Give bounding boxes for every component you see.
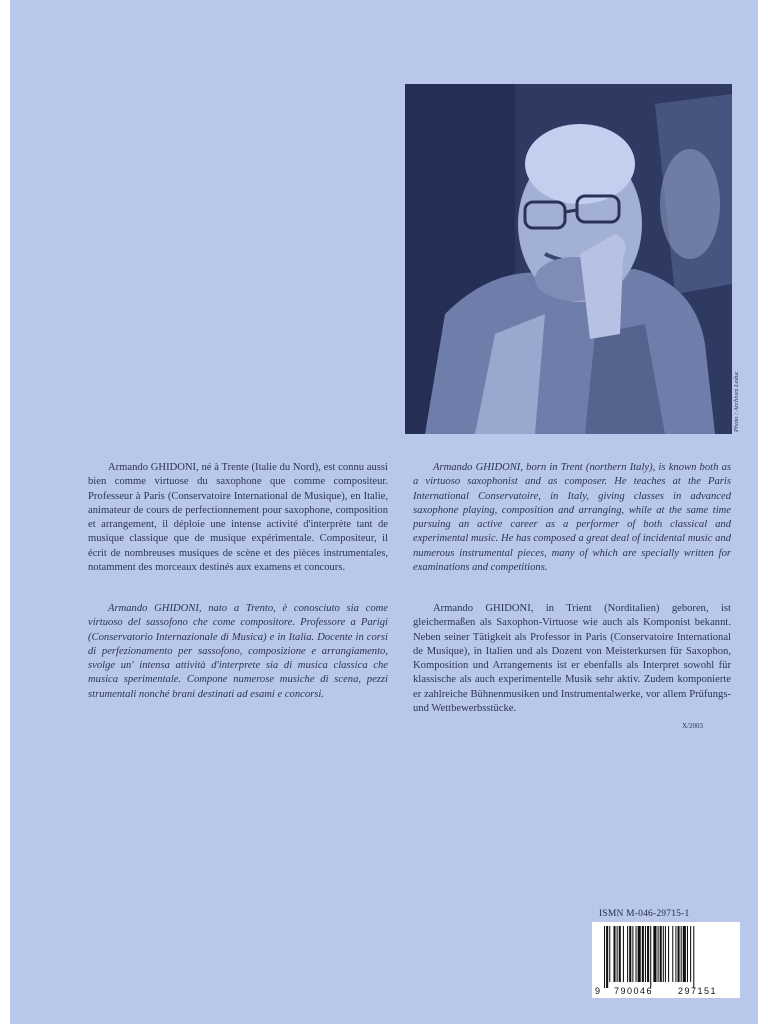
barcode-bar [653, 926, 656, 982]
photo-credit: Photo : Archives Leduc [733, 371, 740, 432]
barcode-bar [678, 926, 680, 982]
barcode [592, 922, 740, 998]
barcode-bar [650, 926, 651, 988]
barcode-bar [658, 926, 659, 982]
barcode-bar [629, 926, 631, 982]
edition-date: X/2003 [682, 722, 703, 730]
bio-italian-text: Armando GHIDONI, nato a Trento, è conosciuto sia come virtuoso del sassofono che come compositore. Professore a Parigi (Conservatorio Internazionale di Musica) e in Italia. Docente in corsi di perfezionamento per sassofono, composizione e arrangiamento, svolge un' intensa attività d'interprete sia di musica classica che musica sperimentale. Compone numerose musiche di scena, pezzi strumentali nonché brani destinati ad esami e concorsi. [88, 603, 388, 700]
barcode-bar [623, 926, 624, 982]
back-cover-page [10, 0, 758, 1024]
bio-italian [88, 602, 388, 702]
barcode-bar [647, 926, 649, 982]
portrait-illustration [405, 84, 732, 434]
bio-french-text: Armando GHIDONI, né à Trente (Italie du Nord), est connu aussi bien comme virtuose du saxophone que comme compositeur. Professeur à Paris (Conservatoire International de Musique), en Italie, animateur de cours de perfectionnement pour saxophone, composition et arrangement, il déploie une intense activité d'interprète tant de musique classique que de musique expérimentale. Compositeur, il écrit de nombreuses musiques de scène et des pièces instrumentales, notamment des morceaux destinés aux examens et concours. [88, 462, 388, 574]
barcode-bar [613, 926, 615, 982]
barcode-bar [665, 926, 666, 982]
barcode-graphic [592, 922, 740, 998]
barcode-bar [619, 926, 621, 982]
barcode-bar [632, 926, 633, 982]
bio-english-text: Armando GHIDONI, born in Trent (northern Italy), is known both as a virtuoso saxophonist and as composer. He teaches at the Paris International Conservatoire, in Italy, giving classes in advanced saxophone playing, composition and arranging, while at the same time pursuing an active career as a performer of both classical and experimental music. He has composed a great deal of incidental music and numerous instrumental pieces, many of which are specially written for examinations and competitions. [413, 462, 731, 574]
barcode-bar [627, 926, 628, 982]
barcode-bar [609, 926, 610, 982]
barcode-bar [642, 926, 644, 982]
barcode-bar [690, 926, 691, 982]
barcode-digits-left: 790046 [614, 986, 654, 996]
barcode-bar [606, 926, 608, 988]
ismn-number: ISMN M-046-29715-1 [599, 909, 690, 919]
barcode-bar [663, 926, 664, 982]
bio-french [88, 461, 388, 575]
barcode-bar [638, 926, 641, 982]
barcode-bar [604, 926, 605, 988]
barcode-bar [668, 926, 669, 982]
barcode-bar [636, 926, 637, 982]
barcode-bar [645, 926, 646, 982]
composer-portrait-photo [405, 84, 732, 434]
barcode-bar [681, 926, 682, 982]
barcode-bar [693, 926, 694, 988]
barcode-bar [683, 926, 686, 982]
bio-german [413, 602, 731, 716]
barcode-bar [687, 926, 688, 982]
bio-english [413, 461, 731, 575]
barcode-bar [617, 926, 618, 982]
barcode-digit-first: 9 [595, 986, 601, 996]
barcode-bar [660, 926, 662, 982]
barcode-bar [672, 926, 673, 982]
barcode-bar [675, 926, 676, 982]
barcode-digits-right: 297151 [678, 986, 718, 996]
bio-german-text: Armando GHIDONI, in Trient (Norditalien) geboren, ist gleichermaßen als Saxophon-Virtuose wie auch als Komponist bekannt. Neben seiner Tätigkeit als Professor in Paris (Conservatoire International de Musique), in Italien und als Dozent von Meisterkursen für Saxophon, Komposition und Arrangements ist er ebenfalls als Interpret sowohl für klassische als auch experimentelle Musik sehr aktiv. Zudem komponierte er zahlreiche Bühnenmusiken und Instrumentalwerke, vor allem Prüfungs- und Wettbewerbsstücke. [413, 603, 731, 715]
